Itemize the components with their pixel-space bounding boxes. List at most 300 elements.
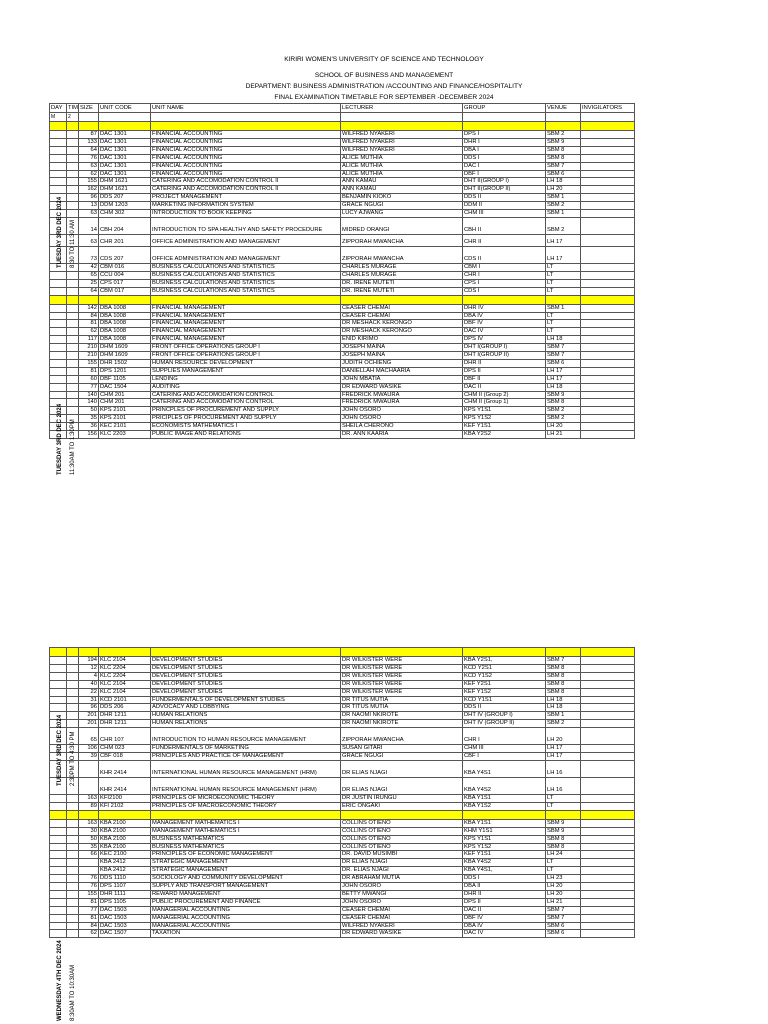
cell-invigilators (581, 835, 635, 843)
cell-venue: LH 21 (546, 431, 581, 439)
cell-unit-name: INTERNATIONAL HUMAN RESOURCE MANAGEMENT (HRM) (151, 760, 341, 777)
table-row (50, 391, 635, 399)
table-row (50, 720, 635, 728)
cell-group: DDM II (463, 202, 546, 210)
table-row (50, 162, 635, 170)
cell-venue: SBM 9 (546, 819, 581, 827)
cell-lecturer: DR ELIAS NJAGI (341, 760, 463, 777)
cell-invigilators (581, 672, 635, 680)
day-cell (50, 328, 67, 336)
cell-group: DPS II (463, 898, 546, 906)
table-row (50, 835, 635, 843)
cell-unit-code: DBA 1008 (99, 336, 151, 344)
cell-unit-code: CHM 201 (99, 399, 151, 407)
cell-invigilators (581, 696, 635, 704)
cell-size: 96 (79, 194, 99, 202)
cell-size: 163 (79, 819, 99, 827)
cell-unit-code: KLC 2204 (99, 672, 151, 680)
time-cell (67, 819, 79, 827)
cell-size: 36 (79, 423, 99, 431)
cell-lecturer: DR MESHACK KERONGO (341, 328, 463, 336)
table-row (50, 712, 635, 720)
cell-venue: SBM 8 (546, 835, 581, 843)
cell-unit-name: OFFICE ADMINISTRATION AND MANAGEMENT (151, 246, 341, 263)
cell-unit-code: CBM 016 (99, 263, 151, 271)
cell-size: 106 (79, 745, 99, 753)
cell-unit-name: BUSINESS CALCULATIONS AND STATISTICS (151, 271, 341, 279)
cell-unit-name: MANAGEMENT MATHEMATICS I (151, 819, 341, 827)
table-row (50, 760, 635, 777)
cell-lecturer: DR NAOMI NKIROTE (341, 720, 463, 728)
cell-size: 64 (79, 287, 99, 295)
cell-invigilators (581, 777, 635, 794)
day-cell (50, 657, 67, 665)
cell-group: DHR I (463, 138, 546, 146)
cell-venue: LH 17 (546, 753, 581, 761)
cell-group: DHT II(GROUP I) (463, 178, 546, 186)
cell-unit-name: BUSINESS CALCULATIONS AND STATISTICS (151, 263, 341, 271)
cell-unit-name: PRINCIPLES OF ECONOMIC MANAGEMENT (151, 851, 341, 859)
table-row (50, 194, 635, 202)
col-header-group: GROUP (463, 104, 546, 113)
cell-invigilators (581, 271, 635, 279)
cell-size: 31 (79, 696, 99, 704)
time-cell (67, 794, 79, 802)
cell-venue: LH 18 (546, 336, 581, 344)
cell-invigilators (581, 680, 635, 688)
col-header-unit-code: UNIT CODE (99, 104, 151, 113)
cell-lecturer: FREDRICK MWAURA (341, 391, 463, 399)
cell-venue: SBM 9 (546, 391, 581, 399)
table-row (50, 336, 635, 344)
cell-venue: LT (546, 802, 581, 810)
cell-invigilators (581, 304, 635, 312)
day-cell (50, 312, 67, 320)
cell-size: 133 (79, 138, 99, 146)
separator-row (50, 648, 635, 657)
table-row (50, 320, 635, 328)
table-row (50, 696, 635, 704)
col-header-day: DAY (50, 104, 67, 113)
table-row (50, 680, 635, 688)
cell-group: DHT I(GROUP I) (463, 344, 546, 352)
cell-size: 40 (79, 680, 99, 688)
cell-unit-code: DPS 1201 (99, 367, 151, 375)
cell-lecturer: DR. DAVID MUSIMBI (341, 851, 463, 859)
cell-lecturer: DANIELLAH MACHAARIA (341, 367, 463, 375)
cell-unit-name: AUDITING (151, 383, 341, 391)
cell-venue: SBM 8 (546, 672, 581, 680)
cell-invigilators (581, 802, 635, 810)
cell-invigilators (581, 794, 635, 802)
cell-unit-code: DAC 1301 (99, 131, 151, 139)
day-cell (50, 367, 67, 375)
cell-invigilators (581, 146, 635, 154)
cell-unit-code: CDS 207 (99, 246, 151, 263)
cell-lecturer: CEASER CHEMAI (341, 312, 463, 320)
table-row (50, 664, 635, 672)
cell-unit-name: DEVELOPMENT STUDIES (151, 657, 341, 665)
cell-size: 155 (79, 359, 99, 367)
cell-unit-name: PRINCIPLES AND PRACTICE OF MANAGEMENT (151, 753, 341, 761)
cell-group: KBA Y2S2 (463, 431, 546, 439)
table-row (50, 728, 635, 745)
cell-unit-code: KHR 2414 (99, 760, 151, 777)
cell-size: 89 (79, 802, 99, 810)
cell-group: DBF I (463, 170, 546, 178)
cell-unit-code: KBA 2100 (99, 819, 151, 827)
table-row (50, 890, 635, 898)
cell-size: 63 (79, 234, 99, 246)
time-cell (67, 131, 79, 139)
cell-invigilators (581, 344, 635, 352)
table-row (50, 407, 635, 415)
table-row (50, 688, 635, 696)
cell-venue: SBM 8 (546, 146, 581, 154)
cell-invigilators (581, 246, 635, 263)
cell-group: KPS Y1S1 (463, 407, 546, 415)
cell-invigilators (581, 898, 635, 906)
time-label-1: 8:30 TO 11:30 AM (70, 219, 76, 268)
col-header-lecturer: LECTURER (341, 104, 463, 113)
cell-lecturer: DR MESHACK KERONGO (341, 320, 463, 328)
cell-unit-name: ECONOMISTS MATHEMATICS I (151, 423, 341, 431)
cell-unit-code: DAC 1503 (99, 906, 151, 914)
day-cell (50, 131, 67, 139)
day-cell (50, 914, 67, 922)
cell-unit-code: KHR 2414 (99, 777, 151, 794)
cell-group: KCD Y2S1 (463, 664, 546, 672)
cell-size: 50 (79, 835, 99, 843)
cell-lecturer: DR WILKISTER WERE (341, 672, 463, 680)
day-label-2: TUESDAY 3RD DEC 2024 (57, 403, 63, 475)
cell-lecturer: CEASER CHEMAI (341, 914, 463, 922)
day-cell (50, 835, 67, 843)
cell-lecturer: GRACE NGUGI (341, 753, 463, 761)
cell-invigilators (581, 883, 635, 891)
cell-group: CBH II (463, 217, 546, 234)
time-cell (67, 146, 79, 154)
cell-size (79, 867, 99, 875)
cell-group: DDS I (463, 875, 546, 883)
cell-unit-code: DDS 1110 (99, 875, 151, 883)
cell-unit-code: DBF 1105 (99, 375, 151, 383)
cell-invigilators (581, 287, 635, 295)
cell-venue: SBM 8 (546, 843, 581, 851)
cell-unit-code: DBA 1008 (99, 312, 151, 320)
cell-unit-code: DHR 1111 (99, 890, 151, 898)
cell-group: DHT I(GROUP II) (463, 352, 546, 360)
cell-venue: LH 17 (546, 246, 581, 263)
cell-group: KBA Y2S1, (463, 657, 546, 665)
cell-group: KPS Y1S2 (463, 843, 546, 851)
cell-invigilators (581, 720, 635, 728)
timetable-title: FINAL EXAMINATION TIMETABLE FOR SEPTEMBER -DECEMBER 2024 (274, 94, 494, 101)
table-row (50, 843, 635, 851)
table-row (50, 423, 635, 431)
cell-venue: LH 17 (546, 234, 581, 246)
cell-lecturer: ZIPPORAH MWANCHA (341, 728, 463, 745)
time-cell (67, 657, 79, 665)
cell-lecturer: DR ELIAS NJAGI (341, 777, 463, 794)
cell-size: 65 (79, 271, 99, 279)
table-row (50, 802, 635, 810)
time-cell (67, 375, 79, 383)
cell-lecturer: CHARLES MURAGE (341, 263, 463, 271)
cell-size: 140 (79, 391, 99, 399)
table-row (50, 178, 635, 186)
cell-venue: SBM 9 (546, 827, 581, 835)
cell-lecturer: ZIPPORAH MWANCHA (341, 246, 463, 263)
cell-lecturer: DR WILKISTER WERE (341, 688, 463, 696)
cell-size: 117 (79, 336, 99, 344)
cell-group: DBA IV (463, 312, 546, 320)
day-label-1: TUESDAY 3RD DEC 2024 (57, 196, 63, 268)
cell-unit-name: FINANCIAL MANAGEMENT (151, 328, 341, 336)
cell-unit-code: KPS 2101 (99, 415, 151, 423)
cell-unit-name: PRICIPLES OF PROCUREMENT AND SUPPLY (151, 415, 341, 423)
cell-unit-name: SUPPLIES MANAGEMENT (151, 367, 341, 375)
time-cell (67, 279, 79, 287)
cell-group: CHM II (Group 2) (463, 391, 546, 399)
cell-group: KCD Y1S2 (463, 672, 546, 680)
col-header-time: TIM (68, 105, 78, 112)
cell-unit-name: PRINCPLES OF PROCUREMENT AND SUPPLY (151, 407, 341, 415)
day-cell (50, 304, 67, 312)
cell-invigilators (581, 279, 635, 287)
cell-lecturer: ENID KIRIMO (341, 336, 463, 344)
table-row (50, 777, 635, 794)
cell-lecturer: JOSEPH MAINA (341, 344, 463, 352)
cell-invigilators (581, 202, 635, 210)
cell-lecturer: LUCY AJWANG (341, 210, 463, 218)
time-label-3: 2:30PM TO 4:30 PM (70, 731, 76, 786)
cell-unit-code: DDS 206 (99, 704, 151, 712)
cell-unit-name: HUMAN RESOURCE DEVELOPMENT (151, 359, 341, 367)
cell-unit-code: DAC 1507 (99, 930, 151, 938)
table-row (50, 745, 635, 753)
time-label-2: 11:30AM TO 1:30PM (70, 419, 76, 475)
cell-size: 50 (79, 407, 99, 415)
table-row (50, 217, 635, 234)
cell-unit-code: DHR 1502 (99, 359, 151, 367)
time-cell (67, 898, 79, 906)
table-row (50, 359, 635, 367)
table-row (50, 154, 635, 162)
time-cell (67, 922, 79, 930)
cell-invigilators (581, 704, 635, 712)
table-row (50, 375, 635, 383)
time-cell (67, 367, 79, 375)
cell-unit-name: FINANCIAL ACCOUNTING (151, 138, 341, 146)
cell-unit-code: CHM 023 (99, 745, 151, 753)
cell-venue: SBM 8 (546, 399, 581, 407)
cell-unit-code: DBA 1008 (99, 304, 151, 312)
time-cell (67, 328, 79, 336)
cell-group: CHR II (463, 234, 546, 246)
time-cell (67, 914, 79, 922)
cell-lecturer: WILFRED NYAKERI (341, 922, 463, 930)
cell-venue: SBM 8 (546, 688, 581, 696)
cell-unit-code: DAC 1504 (99, 383, 151, 391)
table-row (50, 344, 635, 352)
day-cell (50, 898, 67, 906)
cell-lecturer: WILFRED NYAKERI (341, 146, 463, 154)
cell-group: CHM II (Group 1) (463, 399, 546, 407)
column-header-row (50, 104, 635, 113)
cell-venue: LH 20 (546, 728, 581, 745)
table-row (50, 246, 635, 263)
cell-venue: LH 20 (546, 883, 581, 891)
cell-size (79, 760, 99, 777)
cell-size: 62 (79, 328, 99, 336)
table-row (50, 672, 635, 680)
cell-lecturer: DR WILKISTER WERE (341, 680, 463, 688)
cell-invigilators (581, 359, 635, 367)
cell-invigilators (581, 383, 635, 391)
cell-venue: LT (546, 320, 581, 328)
cell-size: 84 (79, 922, 99, 930)
cell-invigilators (581, 753, 635, 761)
cell-group: DHT IV (GROUP II) (463, 720, 546, 728)
day-cell (50, 696, 67, 704)
day-label-4: WEDNESDAY 4TH DEC 2024 (57, 940, 63, 1021)
cell-group: DBA IV (463, 922, 546, 930)
table-row (50, 657, 635, 665)
cell-size: 64 (79, 146, 99, 154)
cell-size: 39 (79, 753, 99, 761)
cell-invigilators (581, 867, 635, 875)
cell-unit-code: DAC 1301 (99, 138, 151, 146)
cell-group: DAC I (463, 162, 546, 170)
cell-venue: SBM 7 (546, 344, 581, 352)
table-row (50, 875, 635, 883)
cell-group: DBF IV (463, 914, 546, 922)
cell-size: 142 (79, 304, 99, 312)
cell-group: DHT II(GROUP II) (463, 186, 546, 194)
day-cell (50, 170, 67, 178)
cell-lecturer: CHARLES MURAGE (341, 271, 463, 279)
time-cell (67, 287, 79, 295)
cell-lecturer: JUDITH OCHIENG (341, 359, 463, 367)
cell-unit-code: KLC 2104 (99, 657, 151, 665)
cell-size: 201 (79, 712, 99, 720)
time-cell (67, 304, 79, 312)
cell-group: KEF Y1S1 (463, 423, 546, 431)
cell-venue: SBM 2 (546, 407, 581, 415)
cell-unit-code: KBA 2100 (99, 835, 151, 843)
cell-venue: SBM 7 (546, 906, 581, 914)
cell-venue: LT (546, 287, 581, 295)
cell-size: 77 (79, 906, 99, 914)
cell-invigilators (581, 162, 635, 170)
cell-size: 65 (79, 728, 99, 745)
cell-unit-name: CATERING AND ACCOMODATION CONTROL (151, 391, 341, 399)
cell-venue: LT (546, 867, 581, 875)
cell-invigilators (581, 875, 635, 883)
time-cell (67, 859, 79, 867)
cell-lecturer: JOHN OSORO (341, 407, 463, 415)
cell-group: DDS II (463, 704, 546, 712)
cell-invigilators (581, 312, 635, 320)
cell-unit-name: STRATEGIC MANAGEMENT (151, 859, 341, 867)
cell-invigilators (581, 664, 635, 672)
time-cell (67, 672, 79, 680)
cell-size: 81 (79, 320, 99, 328)
cell-invigilators (581, 745, 635, 753)
cell-group: CHM III (463, 745, 546, 753)
cell-venue: SBM 6 (546, 359, 581, 367)
cell-lecturer: DR. IRENE MUTETI (341, 287, 463, 295)
day-cell (50, 843, 67, 851)
cell-group: CHR I (463, 271, 546, 279)
cell-invigilators (581, 851, 635, 859)
cell-size: 96 (79, 704, 99, 712)
cell-group: KBA Y4S1, (463, 867, 546, 875)
table-row (50, 138, 635, 146)
time-cell (67, 890, 79, 898)
cell-group: DDS II (463, 194, 546, 202)
cell-unit-name: PROJECT MANAGEMENT (151, 194, 341, 202)
cell-invigilators (581, 131, 635, 139)
cell-venue: LH 17 (546, 745, 581, 753)
cell-unit-code: DAC 1503 (99, 922, 151, 930)
cell-lecturer: FREDRICK MWAURA (341, 399, 463, 407)
time-cell (67, 867, 79, 875)
cell-size: 62 (79, 930, 99, 938)
cell-venue: LH 20 (546, 186, 581, 194)
cell-unit-code: DHM 1621 (99, 178, 151, 186)
cell-unit-code: DHM 1609 (99, 352, 151, 360)
cell-lecturer: JOHN MBATIA (341, 375, 463, 383)
cell-lecturer: JOHN OSORO (341, 898, 463, 906)
cell-invigilators (581, 399, 635, 407)
cell-unit-name: BUSINESS MATHEMATICS (151, 843, 341, 851)
cell-invigilators (581, 138, 635, 146)
cell-group: DPS II (463, 367, 546, 375)
cell-invigilators (581, 431, 635, 439)
cell-unit-name: MARKETING INFORMATION SYSTEM (151, 202, 341, 210)
table-row (50, 906, 635, 914)
cell-lecturer: ANN KAMAU (341, 178, 463, 186)
table-row (50, 328, 635, 336)
cell-unit-code: DHR 1211 (99, 712, 151, 720)
cell-group: KEF Y2S1 (463, 680, 546, 688)
time-cell (67, 312, 79, 320)
cell-lecturer: BENJAMIN KIOKO (341, 194, 463, 202)
cell-unit-name: FRONT OFFICE OPERATIONS GROUP I (151, 352, 341, 360)
time-cell (67, 688, 79, 696)
cell-invigilators (581, 890, 635, 898)
cell-size: 22 (79, 688, 99, 696)
cell-group: KPS Y1S1 (463, 835, 546, 843)
cell-unit-name: TAXATION (151, 930, 341, 938)
cell-invigilators (581, 178, 635, 186)
table-row (50, 914, 635, 922)
cell-unit-name: SOCIOLOGY AND COMMUNITY DEVELOPMENT (151, 875, 341, 883)
cell-lecturer: CEASER CHEMAI (341, 304, 463, 312)
day-cell (50, 867, 67, 875)
time-cell (67, 906, 79, 914)
cell-unit-code: KFI 2102 (99, 802, 151, 810)
cell-lecturer: ALICE MUTHIA (341, 162, 463, 170)
cell-invigilators (581, 906, 635, 914)
cell-venue: LH 16 (546, 760, 581, 777)
day-label-3: TUESDAY 3RD DEC 2024 (57, 714, 63, 786)
cell-size: 194 (79, 657, 99, 665)
cell-invigilators (581, 843, 635, 851)
cell-unit-name: BUSINESS MATHEMATICS (151, 835, 341, 843)
